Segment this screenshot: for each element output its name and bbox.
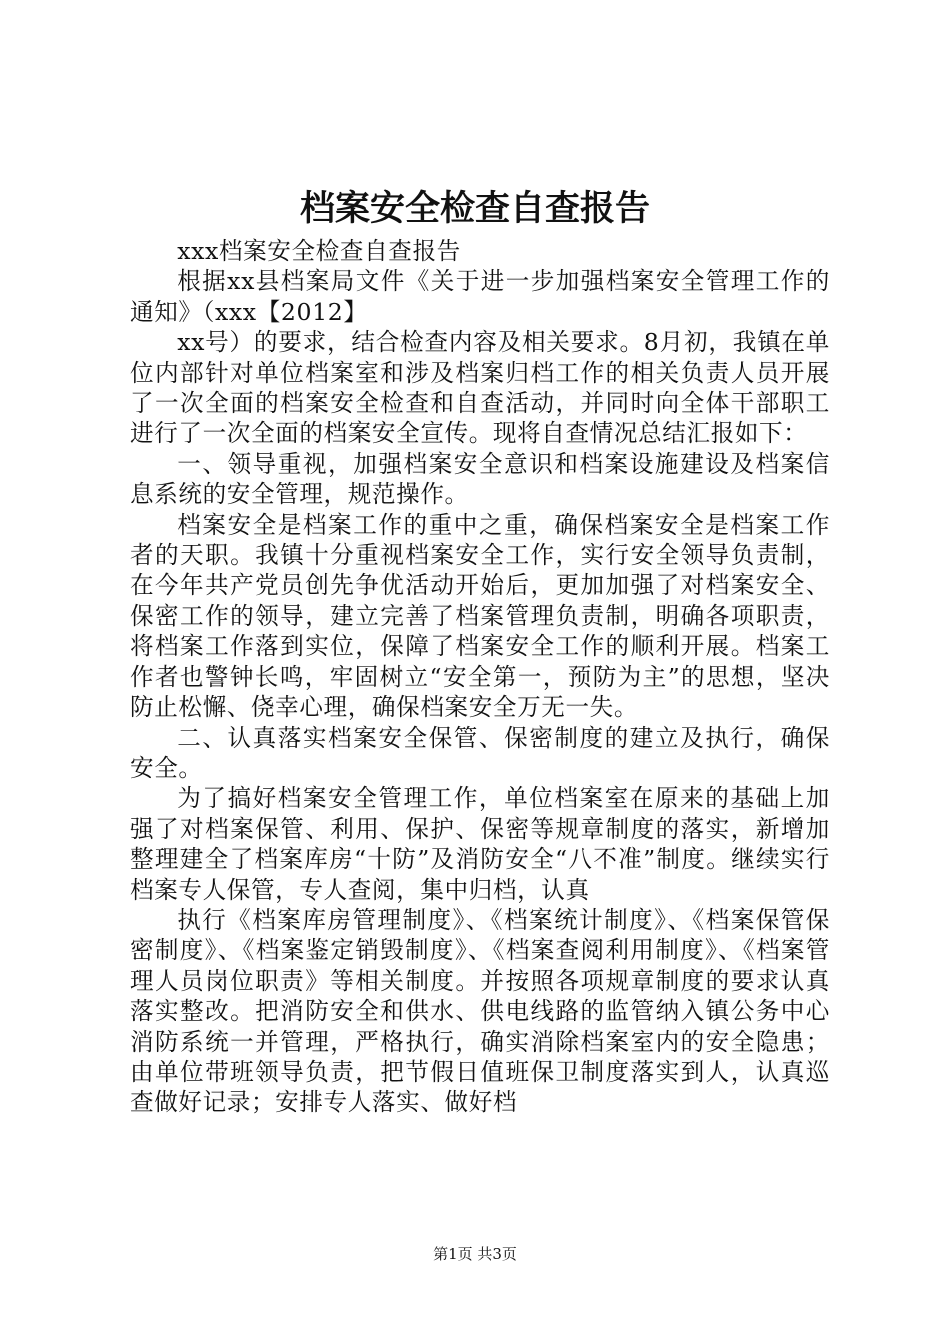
paragraph: xx号）的要求，结合检查内容及相关要求。8月初，我镇在单位内部针对单位档案室和涉及档案归档工作的相关负责人员开展了一次全面的档案安全检查和自查活动，并同时向全体干部职工进行了一次全面的档案安全宣传。现将自查情况总结汇报如下： (130, 328, 830, 448)
paragraph: xxx档案安全检查自查报告 (177, 237, 461, 265)
paragraph: 执行《档案库房管理制度》、《档案统计制度》、《档案保管保密制度》、《档案鉴定销毁制度》、《档案查阅利用制度》、《档案管理人员岗位职责》等相关制度。并按照各项规章制度的要求认真落实整改。把消防安全和供水、供电线路的监管纳入镇公务中心消防系统一并管理，严格执行，确实消除档案室内的安全隐患；由单位带班领导负责，把节假日值班保卫制度落实到人，认真巡查做好记录；安排专人落实、做好档 (130, 905, 830, 1117)
paragraph: 二、认真落实档案安全保管、保密制度的建立及执行，确保安全。 (130, 723, 830, 782)
paragraph: 一、领导重视，加强档案安全意识和档案设施建设及档案信息系统的安全管理，规范操作。 (130, 449, 830, 509)
document-body (130, 236, 830, 1118)
document-title: 档案安全检查自查报告 (299, 188, 650, 229)
paragraph: 为了搞好档案安全管理工作，单位档案室在原来的基础上加强了对档案保管、利用、保护、保密等规章制度的落实，新增加整理建全了档案库房“十防”及消防安全“八不准”制度。继续实行档案专人保管，专人查阅，集中归档，认真 (130, 784, 830, 904)
page-footer: 第1页 共3页 (433, 1245, 517, 1263)
paragraph: 档案安全是档案工作的重中之重，确保档案安全是档案工作者的天职。我镇十分重视档案安全工作，实行安全领导负责制，在今年共产党员创先争优活动开始后，更加加强了对档案安全、保密工作的领导，建立完善了档案管理负责制，明确各项职责，将档案工作落到实位，保障了档案安全工作的顺利开展。档案工作者也警钟长鸣，牢固树立“安全第一，预防为主”的思想，坚决防止松懈、侥幸心理，确保档案安全万无一失。 (130, 510, 830, 722)
paragraph: 根据xx县档案局文件《关于进一步加强档案安全管理工作的通知》（xxx【2012】 (130, 267, 830, 326)
